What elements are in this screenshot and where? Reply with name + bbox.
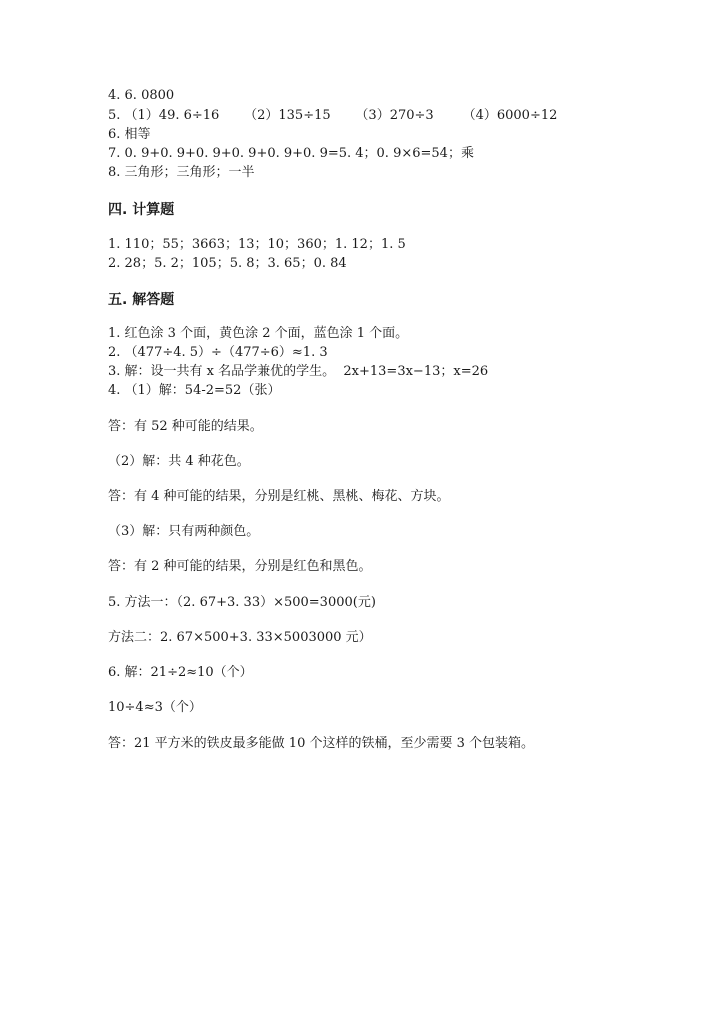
solution-paragraph: （3）解：只有两种颜色。 <box>108 524 260 539</box>
solution-paragraph: 5. 方法一：（2. 67+3. 33）×500=3000(元) <box>108 595 376 610</box>
calc-answer-2: 2. 28；5. 2；105；5. 8；3. 65；0. 84 <box>108 256 347 271</box>
solution-line-2: 2. （477÷4. 5）÷（477÷6）≈1. 3 <box>108 345 328 360</box>
solution-paragraph: 方法二：2. 67×500+3. 33×5003000 元） <box>108 630 372 645</box>
section-heading-calculation: 四. 计算题 <box>108 202 175 218</box>
answer-line-6: 6. 相等 <box>108 127 151 142</box>
solution-paragraph: 10÷4≈3（个） <box>108 700 202 715</box>
solution-paragraph: （2）解：共 4 种花色。 <box>108 454 250 469</box>
solution-line-4: 4. （1）解：54-2=52（张） <box>108 383 281 398</box>
solution-paragraph: 答：有 52 种可能的结果。 <box>108 419 263 434</box>
solution-paragraph: 答：有 2 种可能的结果，分别是红色和黑色。 <box>108 559 372 574</box>
solution-paragraph: 答：有 4 种可能的结果，分别是红桃、黑桃、梅花、方块。 <box>108 489 450 504</box>
calc-answer-1: 1. 110；55；3663；13；10；360；1. 12；1. 5 <box>108 237 406 252</box>
solution-line-3: 3. 解：设一共有 x 名品学兼优的学生。 2x+13=3x−13；x=26 <box>108 364 489 379</box>
answer-line-8: 8. 三角形；三角形；一半 <box>108 165 255 180</box>
solution-paragraph: 6. 解：21÷2≈10（个） <box>108 665 253 680</box>
answer-line-4: 4. 6. 0800 <box>108 88 175 103</box>
section-heading-solutions: 五. 解答题 <box>108 292 175 308</box>
solution-line-1: 1. 红色涂 3 个面，黄色涂 2 个面，蓝色涂 1 个面。 <box>108 326 409 341</box>
answer-line-5: 5. （1）49. 6÷16 （2）135÷15 （3）270÷3 （4）6000÷12 <box>108 108 558 123</box>
answer-line-7: 7. 0. 9+0. 9+0. 9+0. 9+0. 9+0. 9=5. 4；0. 9×6=54；乘 <box>108 146 474 161</box>
solution-paragraph: 答：21 平方米的铁皮最多能做 10 个这样的铁桶，至少需要 3 个包装箱。 <box>108 736 535 751</box>
